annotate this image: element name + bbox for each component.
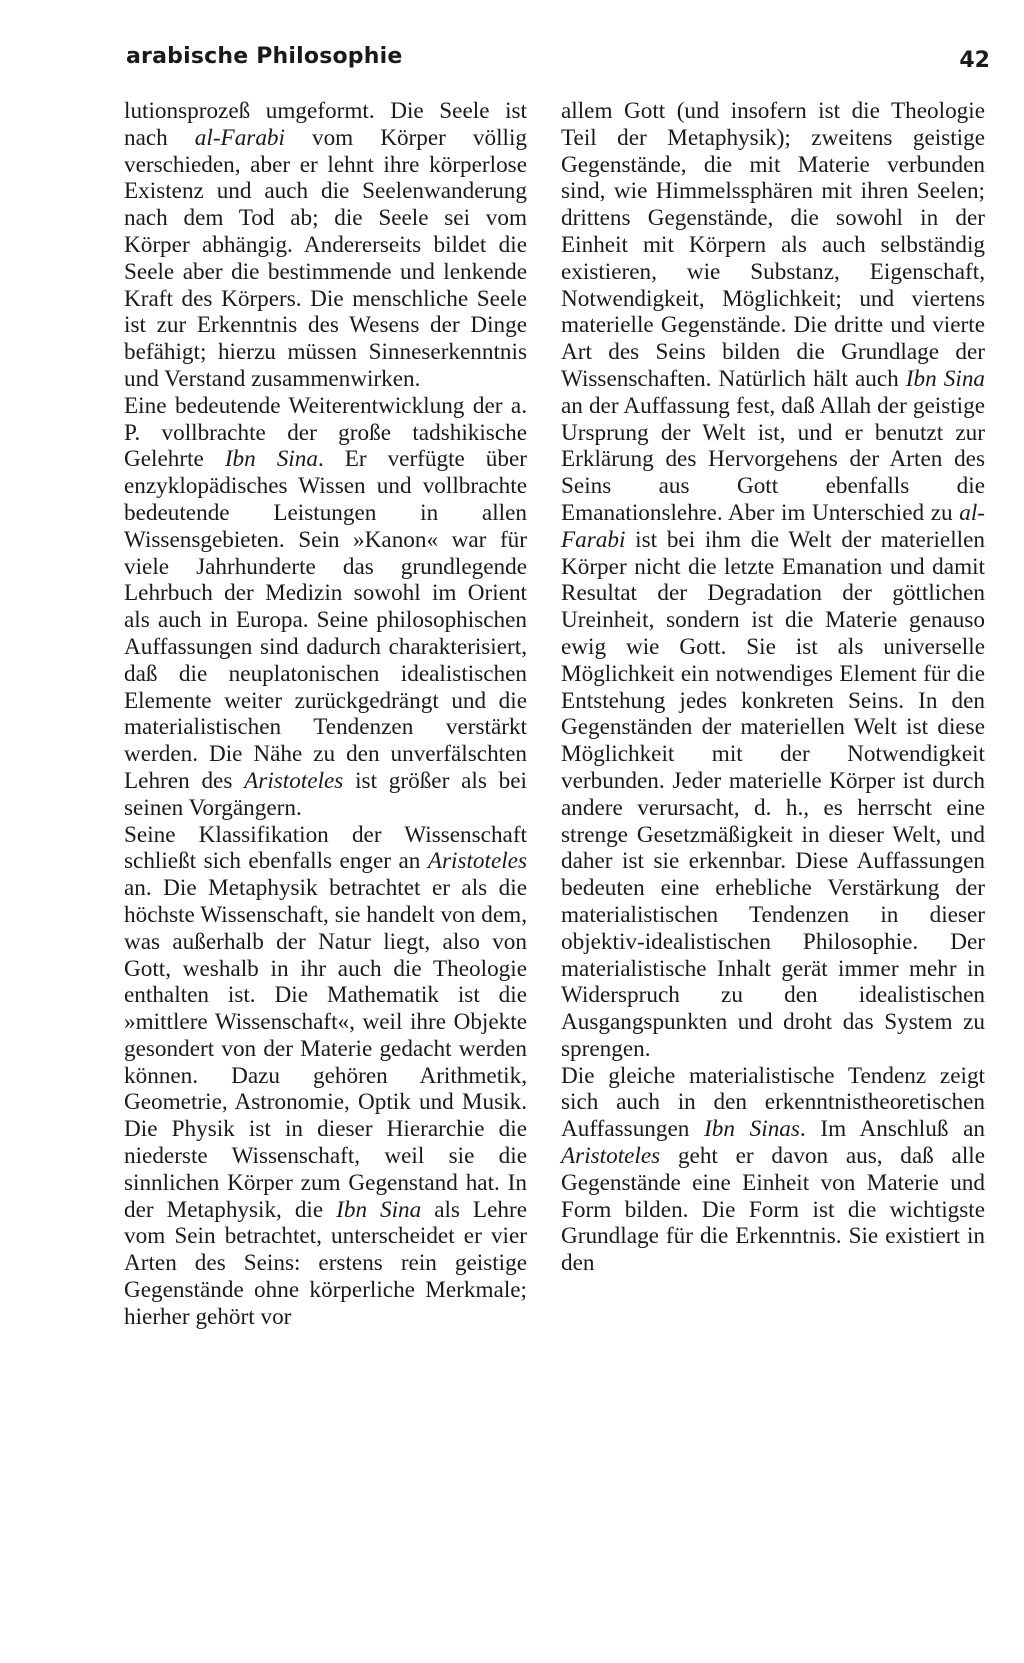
left-paragraph-1: lutionsprozeß umgeformt. Die Seele ist nach al-Farabi vom Körper völlig verschieden, aber er lehnt ihre körperlose Existenz und auch die Seelenwanderung nach dem Tod ab; die Seele sei vom Körper abhängig. Andererseits bildet die Seele aber die bestimmende und lenkende Kraft des Körpers. Die menschliche Seele ist zur Erkenntnis des Wesens der Dinge befähigt; hierzu müssen Sinneserkenntnis und Verstand zusammenwirken.	[124, 98, 528, 392]
italic-name: al-Farabi	[561, 499, 985, 553]
left-paragraph-2: Eine bedeutende Weiterentwicklung der a. P. vollbrachte der große tadshikische Gelehrte Ibn Sina. Er verfügte über enzyklopädisches Wissen und vollbrachte bedeutende Leistungen in allen Wissensgebieten. Sein »Kanon« war für viele Jahrhunderte das grundlegende Lehrbuch der Medizin sowohl im Orient als auch in Europa. Seine philosophischen Auffassungen sind dadurch charakterisiert, daß die neuplatonischen idealistischen Elemente weiter zurückgedrängt und die materialistischen Tendenzen verstärkt werden. Die Nähe zu den unverfälschten Lehren des Aristoteles ist größer als bei seinen Vorgängern.	[124, 392, 528, 821]
running-head-title: arabische Philosophie	[126, 44, 403, 69]
right-paragraph-2: Die gleiche materialistische Tendenz zeigt sich auch in den erkenntnistheoretischen Auffassungen Ibn Sinas. Im Anschluß an Aristoteles geht er davon aus, daß alle Gegenstände eine Einheit von Materie und Form bilden. Die Form ist die wichtigste Grundlage für die Erkenntnis. Sie existiert in den	[561, 1062, 985, 1277]
italic-name: Ibn Sina	[336, 1196, 422, 1223]
italic-name: Ibn Sina	[905, 365, 986, 392]
italic-name: Ibn Sinas	[704, 1116, 800, 1143]
left-paragraph-3: Seine Klassifikation der Wissenschaft schließt sich ebenfalls enger an Aristoteles an. Die Metaphysik betrachtet er als die höchste Wissenschaft, sie handelt von dem, was außerhalb der Natur liegt, also von Gott, weshalb in ihr auch die Theologie enthalten ist. Die Mathematik ist die »mittlere Wissenschaft«, weil ihre Objekte gesondert von der Materie gedacht werden können. Dazu gehören Arithmetik, Geometrie, Astronomie, Optik und Musik. Die Physik ist in dieser Hierarchie die niederste Wissenschaft, weil sie die sinnlichen Körper zum Gegenstand hat. In der Metaphysik, die Ibn Sina als Lehre vom Sein betrachtet, unterscheidet er vier Arten des Seins: erstens rein geistige Gegenstände ohne körperliche Merkmale; hierher gehört vor	[124, 821, 527, 1330]
italic-name: Ibn Sina	[224, 446, 318, 473]
right-paragraph-1: allem Gott (und insofern ist die Theologie Teil der Metaphysik); zweitens geistige Gegenstände, die mit Materie verbunden sind, wie Himmelssphären mit ihren Seelen; drittens Gegenstände, die sowohl in der Einheit mit Körpern als auch selbständig existieren, wie Substanz, Eigenschaft, Notwendigkeit, Möglichkeit; und viertens materielle Gegenstände. Die dritte und vierte Art des Seins bilden die Grundlage der Wissenschaften. Natürlich hält auch Ibn Sina an der Auffassung fest, daß Allah der geistige Ursprung der Welt ist, und er benutzt zur Erklärung des Hervorgehens der Arten des Seins aus Gott ebenfalls die Emanationslehre. Aber im Unterschied zu al-Farabi ist bei ihm die Welt der materiellen Körper nicht die letzte Emanation und damit Resultat der Degradation der göttlichen Ureinheit, sondern ist die Materie genauso ewig wie Gott. Sie ist als universelle Möglichkeit ein notwendiges Element für die Entstehung jedes konkreten Seins. In den Gegenständen der materiellen Welt ist diese Möglichkeit mit der Notwendigkeit verbunden. Jeder materielle Körper ist durch andere verursacht, d. h., es herrscht eine strenge Gesetzmäßigkeit in dieser Welt, und daher ist sie erkennbar. Diese Auffassungen bedeuten eine erhebliche Verstärkung der materialistischen Tendenzen in dieser objektiv-idealistischen Philosophie. Der materialistische Inhalt gerät immer mehr in Widerspruch zu den idealistischen Ausgangspunkten und droht das System zu sprengen.	[561, 98, 986, 1062]
italic-name: Aristoteles	[427, 848, 527, 875]
page-number: 42	[959, 48, 990, 73]
right-column	[561, 98, 985, 1277]
italic-name: Aristoteles	[561, 1143, 661, 1170]
left-column	[124, 98, 527, 1331]
italic-name: al-Farabi	[194, 124, 285, 151]
italic-name: Aristoteles	[244, 767, 344, 794]
page-header	[126, 44, 990, 80]
